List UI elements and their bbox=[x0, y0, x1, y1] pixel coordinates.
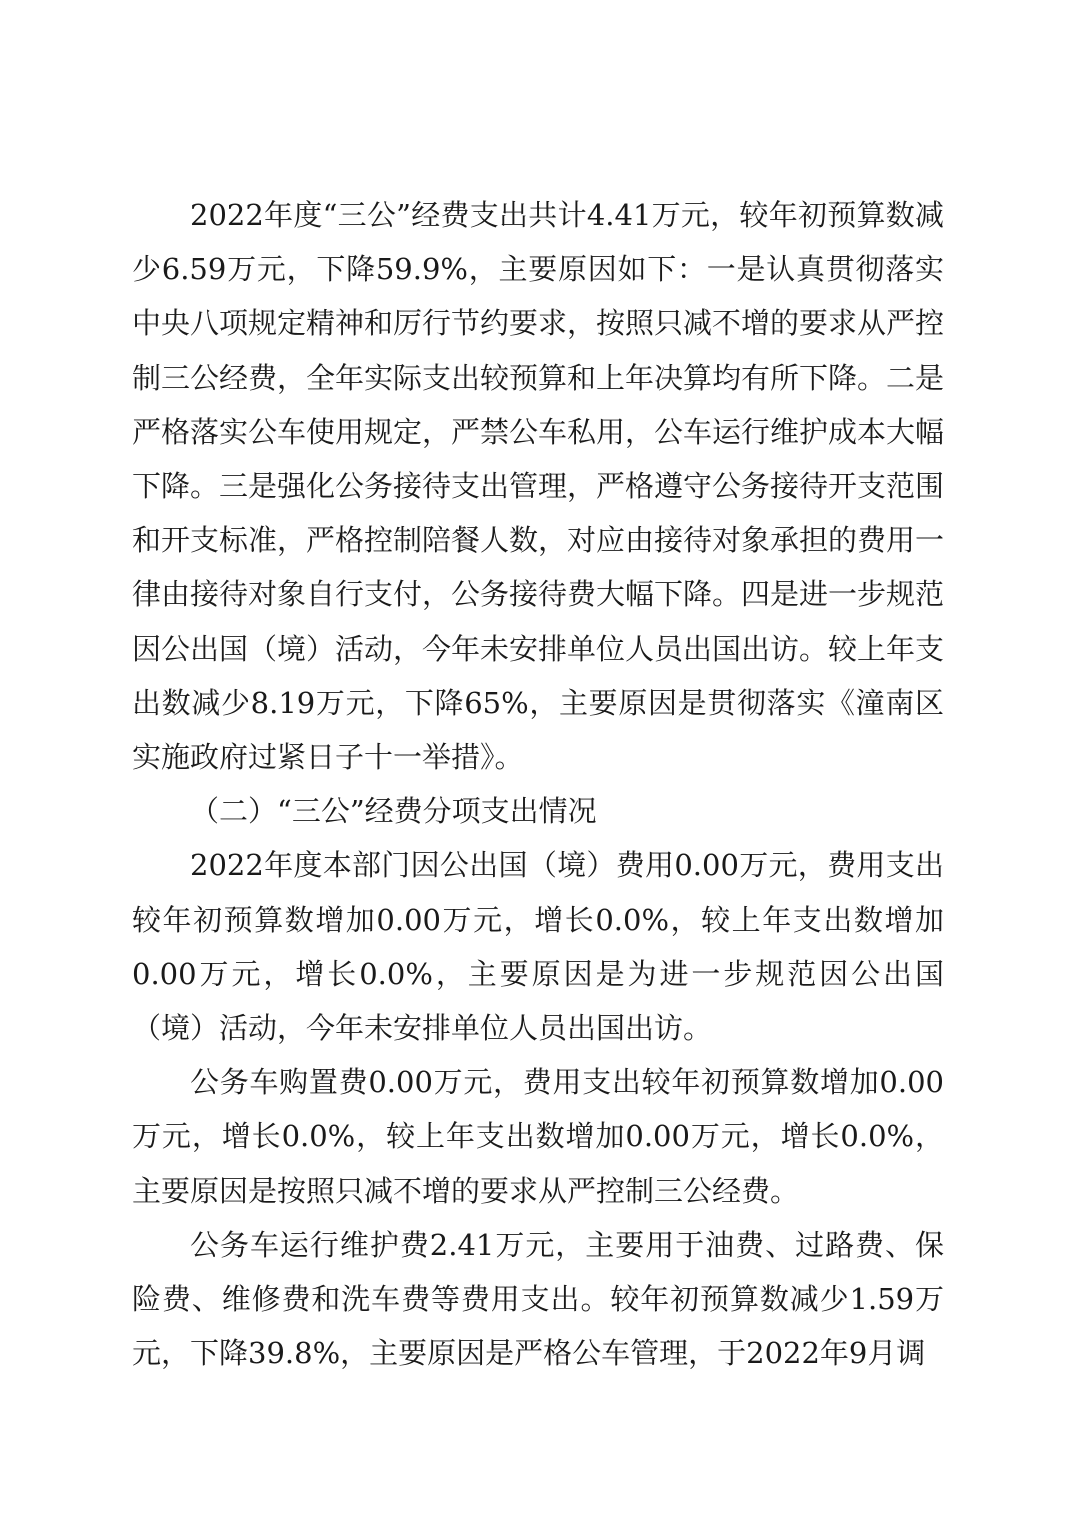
paragraph-overseas-travel: 2022年度本部门因公出国（境）费用0.00万元，费用支出较年初预算数增加0.00万元，增长0.0%，较上年支出数增加0.00万元，增长0.0%，主要原因是为进一步规范因公出国（境）活动，今年未安排单位人员出国出访。 bbox=[132, 848, 944, 1046]
document-body bbox=[132, 188, 944, 1380]
section-heading-itemized: （二）“三公”经费分项支出情况 bbox=[190, 794, 597, 829]
paragraph-vehicle-maintenance: 公务车运行维护费2.41万元，主要用于油费、过路费、保险费、维修费和洗车费等费用支出。较年初预算数减少1.59万元，下降39.8%，主要原因是严格公车管理，于2022年9月调 bbox=[132, 1227, 944, 1371]
paragraph-vehicle-purchase: 公务车购置费0.00万元，费用支出较年初预算数增加0.00万元，增长0.0%，较上年支出数增加0.00万元，增长0.0%，主要原因是按照只减不增的要求从严控制三公经费。 bbox=[132, 1065, 944, 1208]
paragraph-sangong-total: 2022年度“三公”经费支出共计4.41万元，较年初预算数减少6.59万元，下降59.9%，主要原因如下：一是认真贯彻落实中央八项规定精神和厉行节约要求，按照只减不增的要求从严控制三公经费，全年实际支出较预算和上年决算均有所下降。二是严格落实公车使用规定，严禁公车私用，公车运行维护成本大幅下降。三是强化公务接待支出管理，严格遵守公务接待开支范围和开支标准，严格控制陪餐人数，对应由接待对象承担的费用一律由接待对象自行支付，公务接待费大幅下降。四是进一步规范因公出国（境）活动，今年未安排单位人员出国出访。较上年支出数减少8.19万元，下降65%，主要原因是贯彻落实《潼南区实施政府过紧日子十一举措》。 bbox=[132, 198, 945, 775]
